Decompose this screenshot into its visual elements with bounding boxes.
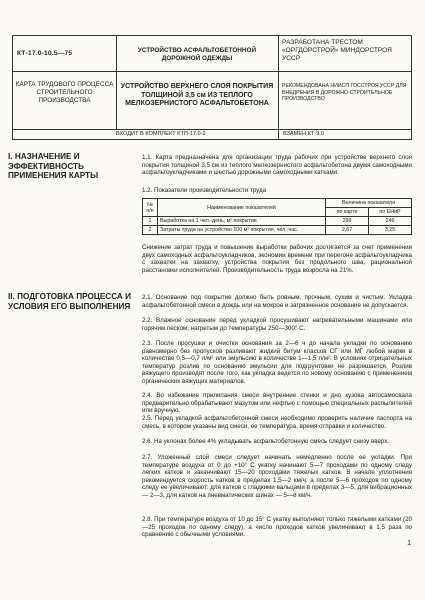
table-header-name: Наименование показателей bbox=[158, 199, 326, 217]
card-type-label: КАРТА ТРУДОВОГО ПРОЦЕССА СТРОИТЕЛЬНОГО ПРОИЗВОДСТВА bbox=[15, 81, 114, 105]
row-card-value: 2,67 bbox=[326, 226, 369, 235]
header-center-cell bbox=[116, 36, 279, 129]
card-code: КТ-17.0-10.5—75 bbox=[17, 50, 73, 57]
paragraph-2-2: 2.2. Влажное основание перед укладкой просушивают нагревательными машинами или горячим песком, нагретым до температуры 250—300° С. bbox=[142, 317, 412, 332]
row-num: 2 bbox=[143, 226, 158, 235]
table-header-card: по карте bbox=[326, 208, 369, 217]
table-row bbox=[143, 226, 412, 235]
header-right-cell bbox=[278, 36, 411, 129]
paragraph-1-1: 1.1. Карта предназначена для организации труда рабочих при устройстве верхнего слоя покрытия толщиной 3,5 см из теплого мелкозернистого асфальтобетона двумя самоходными асфальтоукладчиками и шестью дорожными самоходными катками. bbox=[142, 154, 412, 176]
document-title: УСТРОЙСТВО ВЕРХНЕГО СЛОЯ ПОКРЫТИЯ ТОЛЩИНОЙ 3,5 см ИЗ ТЕПЛОГО МЕЛКОЗЕРНИСТОГО АСФАЛЬТОБЕТОНА bbox=[120, 83, 274, 108]
row-name: Затраты труда на устройство 100 м² покрытия, чел.-час. bbox=[158, 226, 326, 235]
page-number: 1 bbox=[407, 540, 411, 547]
paragraph-2-3: 2.3. После просушки и очистки основания за 2—6 ч до начала укладки по основанию равномерно без пропусков разливают жидкий битум классов СГ или МГ любой марки в количестве 0,5—0,7 л/м² или эмульсию в количестве 1—1,5 л/м². В условиях отрицательных температур розлив по основанию эмульсии для подгрунтовки не разрешается. Розлив вяжущего производят после того, как укладка ведется по новому основанию с применением органических вяжущих материалов. bbox=[142, 340, 412, 385]
paragraph-2-7: 2.7. Уложенный слой смеси следует начинать немедленно после ее укладки. При температуре воздуха от 0 до +10° С укатку начинают 5—7 проходами по одному следу легких катков и заканчивают 15—20 проходами тяжелых катков. В начале уплотнения рекомендуется скорость катков в пределах 1,5—2 км/ч, а после 5—6 проходов по одному следу ее увеличивают: для катков с гладкими вальцами в пределах 3—5, для вибрационных — 2—3, для катков на пневматических шинах — 5—8 км/ч. bbox=[142, 454, 412, 499]
row-card-value: 299 bbox=[326, 217, 369, 226]
row-num: 1 bbox=[143, 217, 158, 226]
table-header-group: Величина показателя bbox=[326, 199, 412, 208]
section-heading-1: I. НАЗНАЧЕНИЕ И ЭФФЕКТИВНОСТЬ ПРИМЕНЕНИЯ КАРТЫ bbox=[8, 152, 99, 181]
included-in-set: ВХОДИТ В КОМПЛЕКТ КТП-17.0-2 bbox=[116, 131, 206, 137]
row-enir-value: 246 bbox=[369, 217, 412, 226]
paragraph-2-8: 2.8. При температуре воздуха от 10 до 15° С укатку выполняют только тяжелыми катками (20—25 проходов по одному следу), а число проходов катков увеличивают в 1,5 раза по сравнению с обычными условиями. bbox=[142, 516, 412, 538]
header-block bbox=[12, 35, 412, 130]
header-subline bbox=[12, 130, 412, 140]
paragraph-2-5: 2.5. Перед укладкой асфальтобетонной смеси необходимо проверить наличие паспорта на смесь, в котором указаны вид смеси, ее температура, время отправки и количество. bbox=[142, 415, 412, 430]
paragraph-2-6: 2.6. На уклонах более 4% укладывать асфальтобетонную смесь следует снизу вверх. bbox=[142, 438, 390, 445]
replaces-card: ВЗАМЕН КТ-9.0 bbox=[278, 130, 324, 139]
paragraph-2-4: 2.4. Во избежание прилипания смеси внутренние стенки и дно кузова автосамосвала предварительно обрабатывают мазутом или нефтью с помощью специальных распылителей или вручную. bbox=[142, 392, 412, 414]
work-category: УСТРОЙСТВО АСФАЛЬТОБЕТОННОЙ ДОРОЖНОЙ ОДЕЖДЫ bbox=[137, 47, 257, 62]
section-heading-2: II. ПОДГОТОВКА ПРОЦЕССА И УСЛОВИЯ ЕГО ВЫПОЛНЕНИЯ bbox=[8, 292, 131, 311]
table-row bbox=[143, 217, 412, 226]
table-header-num: № п/п bbox=[143, 199, 158, 217]
paragraph-2-1: 2.1. Основание под покрытие должно быть ровным, прочным, сухим и чистым. Укладка асфальтобетонной смеси в дождь или на мокрое и загрязненное основание не допускается. bbox=[142, 294, 412, 309]
paragraph-1-3: Снижение затрат труда и повышение выработки рабочих достигается за счет применения двух самоходных асфальтоукладчиков, экономии времени при перегоне асфальтоукладчика с захватки на захватку, устройства покрытия без продольного шва, рациональной расстановки исполнителей. Производительность труда возросла на 21%. bbox=[142, 244, 412, 274]
table-header-enir: по ЕНиР bbox=[369, 208, 412, 217]
header-left-cell bbox=[13, 36, 117, 129]
recommended-by: РЕКОМЕНДОВАНА НИИСП ГОССТРОЯ УССР ДЛЯ ВНЕДРЕНИЯ В ДОРОЖНО-СТРОИТЕЛЬНОЕ ПРОИЗВОДСТВО bbox=[282, 83, 407, 103]
row-enir-value: 3,25 bbox=[369, 226, 412, 235]
productivity-table bbox=[142, 198, 412, 235]
paragraph-1-2: 1.2. Показатели производительности труда bbox=[142, 187, 267, 194]
developed-by: РАЗРАБОТАНА ТРЕСТОМ «ОРГДОРСТРОЙ» МИНДОРСТРОЯ УССР bbox=[282, 39, 392, 62]
row-name: Выработка на 1 чел.-день, м² покрытия bbox=[158, 217, 326, 226]
